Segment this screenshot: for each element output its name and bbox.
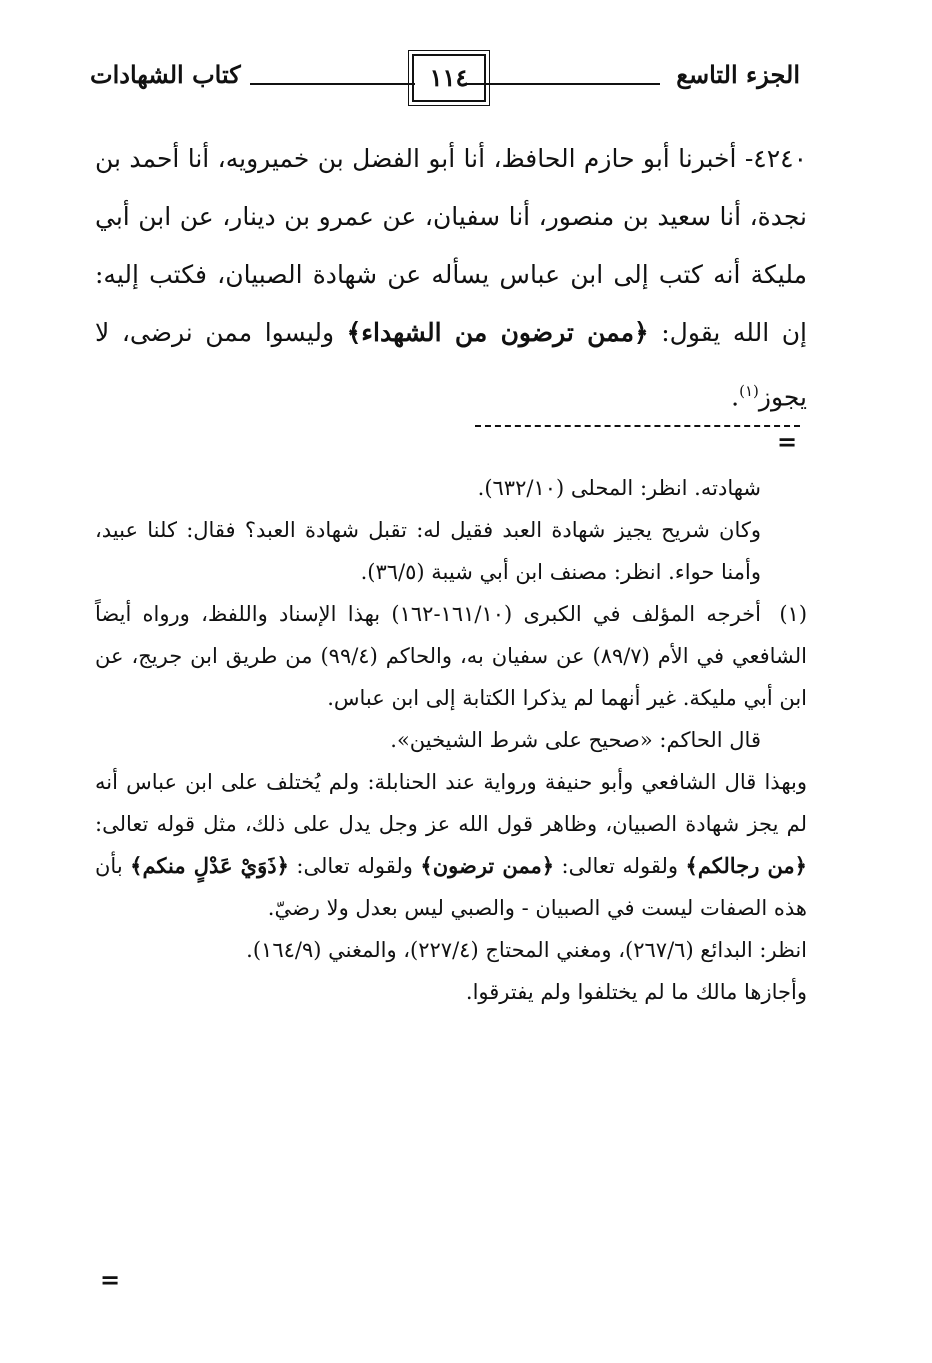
quran-verse-2: ﴿ممن ترضون﴾ xyxy=(420,853,555,878)
page-number: ١١٤ xyxy=(412,54,486,102)
continuation-mark-top: = xyxy=(777,427,798,456)
footnote-1-references: انظر: البدائع (٢٦٧/٦)، ومغني المحتاج (٢٢٧/٤)، والمغني (١٦٤/٩). xyxy=(246,938,807,962)
hadith-paragraph xyxy=(95,130,807,426)
hadith-text-a: ٤٢٤٠- أخبرنا أبو حازم الحافظ، أنا أبو الفضل بن خميرويه، أنا أحمد بن نجدة، أنا سعيد بن منصور، أنا سفيان، عن عمرو بن دينار، عن ابن أبي مليكة أنه كتب إلى ابن عباس يسأله عن شهادة الصبيان، فكتب إليه: إن الله يقول: xyxy=(95,144,808,347)
hadith-text-end: . xyxy=(731,382,740,412)
ruling-text-c: ولقوله تعالى: xyxy=(288,854,421,878)
footnote-1 xyxy=(95,593,807,719)
hadith-text-b: وليسوا ممن نرضى، لا يجوز xyxy=(95,318,807,412)
continuation-mark-bottom: = xyxy=(100,1265,121,1294)
part-title: الجزء التاسع xyxy=(676,60,800,89)
quran-verse: ﴿ممن ترضون من الشهداء﴾ xyxy=(346,318,649,347)
footnote-ref: (١) xyxy=(739,382,759,400)
footnote-1-hakim: قال الحاكم: «صحيح على شرط الشيخين». xyxy=(390,728,761,752)
quran-verse-3: ﴿ذَوَيْ عَدْلٍ منكم﴾ xyxy=(130,853,289,878)
header-rule-right xyxy=(465,83,660,85)
note-continuation-1: شهادته. انظر: المحلى (٦٣٢/١٠). xyxy=(477,476,761,500)
footnote-number: (١) xyxy=(779,602,808,626)
page-header xyxy=(90,52,800,112)
main-text xyxy=(95,130,807,426)
ruling-text-a: وبهذا قال الشافعي وأبو حنيفة ورواية عند الحنابلة: ولم يُختلف على ابن عباس أنه لم يجز شهادة الصبيان، وظاهر قول الله عز وجل يدل على ذلك، مثل قوله تعالى: xyxy=(95,770,807,836)
footnote-1-malik: وأجازها مالك ما لم يختلفوا ولم يفترقوا. xyxy=(465,980,807,1004)
note-continuation-2: وكان شريح يجيز شهادة العبد فقيل له: تقبل شهادة العبد؟ فقال: كلنا عبيد، وأمنا حواء. انظر: مصنف ابن أبي شيبة (٣٦/٥). xyxy=(95,518,761,584)
footnote-1-text: أخرجه المؤلف في الكبرى (١٦١/١٠-١٦٢) بهذا الإسناد واللفظ، ورواه أيضاً الشافعي في الأم (٨٩/٧) عن سفيان به، والحاكم (٩٩/٤) من طريق ابن جريج، عن ابن أبي مليكة. غير أنهما لم يذكرا الكتابة إلى ابن عباس. xyxy=(95,602,807,710)
footnote-1-ruling xyxy=(95,761,807,929)
header-rule-left xyxy=(250,83,415,85)
footnotes xyxy=(95,467,807,1013)
quran-verse-1: ﴿من رجالكم﴾ xyxy=(685,853,807,878)
ruling-text-b: ولقوله تعالى: xyxy=(554,854,686,878)
book-title: كتاب الشهادات xyxy=(90,60,241,89)
ruling-text-d: بأن هذه الصفات ليست في الصبيان - والصبي ليس بعدل ولا رضيّ. xyxy=(95,854,807,920)
footnote-divider xyxy=(475,425,800,427)
